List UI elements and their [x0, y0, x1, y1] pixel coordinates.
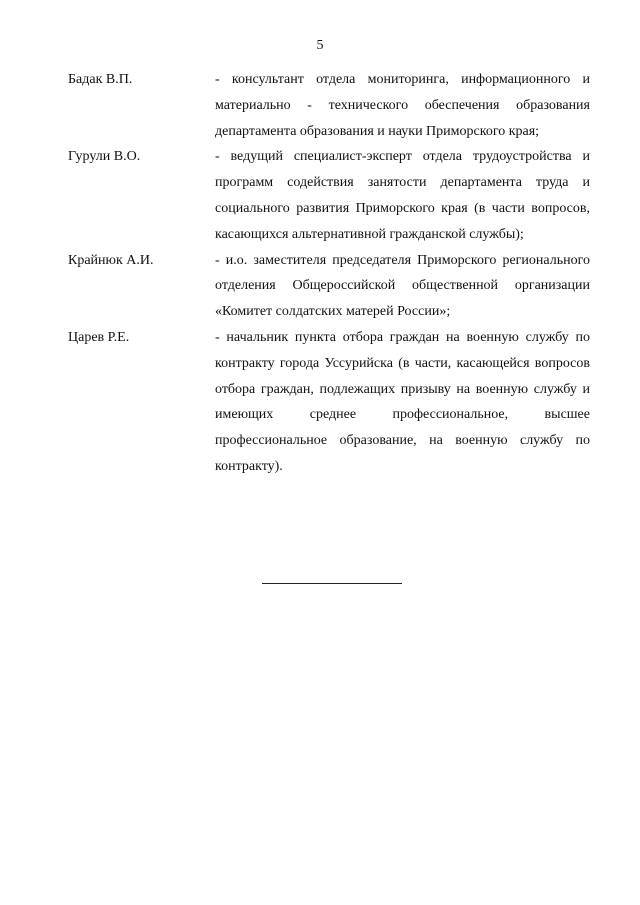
- member-position: - и.о. заместителя председателя Приморского регионального отделения Общероссийской общественной организации «Комитет солдатских матерей России»;: [215, 252, 590, 320]
- member-name: Гурули В.О.: [68, 149, 141, 165]
- member-entry: [68, 248, 590, 325]
- member-name: Царев Р.Е.: [68, 329, 130, 345]
- member-position: - консультант отдела мониторинга, информационного и материально - технического обеспечения образования департамента образования и науки Приморского края;: [215, 72, 590, 139]
- member-position: - начальник пункта отбора граждан на военную службу по контракту города Уссурийска (в части, касающейся вопросов отбора граждан, подлежащих призыву на военную службу и имеющих среднее профессиональное, высшее профессиональное образование, на военную службу по контракту).: [215, 329, 590, 474]
- closing-separator-line: [262, 583, 402, 584]
- member-entry: [68, 67, 590, 144]
- member-name: Крайнюк А.И.: [68, 252, 154, 268]
- page-number: 5: [316, 38, 324, 53]
- member-position: - ведущий специалист-эксперт отдела трудоустройства и программ содействия занятости департамента труда и социального развития Приморского края (в части вопросов, касающихся альтернативной гражданской службы);: [215, 149, 590, 242]
- member-name: Бадак В.П.: [68, 72, 133, 87]
- member-list: [68, 67, 590, 480]
- member-entry: [68, 325, 590, 480]
- member-entry: [68, 144, 590, 247]
